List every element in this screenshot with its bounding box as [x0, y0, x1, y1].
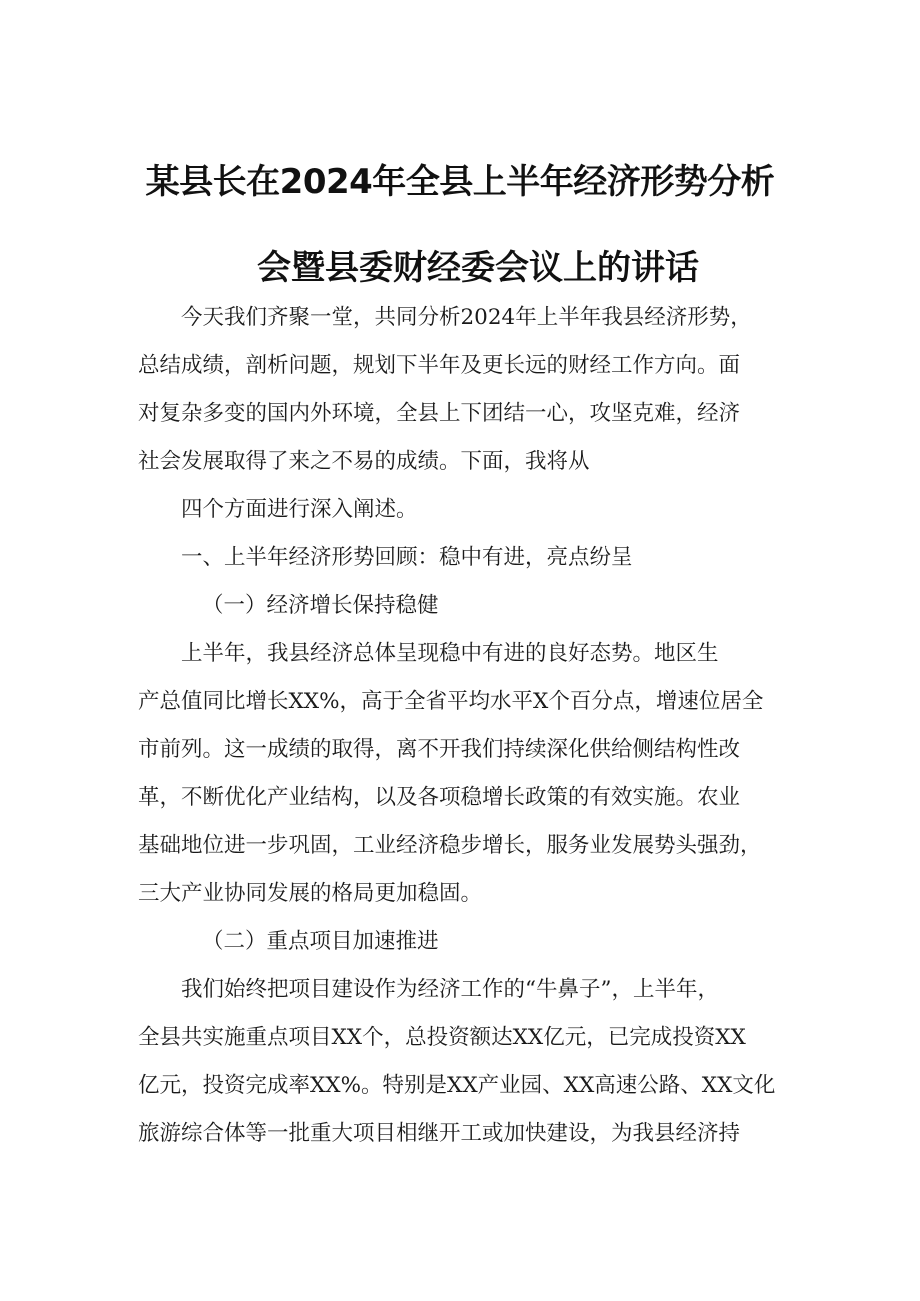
document-title-line-2: 会暨县委财经委会议上的讲话: [257, 248, 699, 288]
text-line: 全县共实施重点项目XX个，总投资额达XX亿元，已完成投资XX: [138, 1025, 746, 1050]
text-line: 旅游综合体等一批重大项目相继开工或加快建设，为我县经济持: [138, 1121, 741, 1146]
text-line: 革，不断优化产业结构，以及各项稳增长政策的有效实施。农业: [138, 785, 741, 810]
text-line: 我们始终把项目建设作为经济工作的“牛鼻子”，上半年，: [181, 977, 719, 1002]
text-line: 社会发展取得了来之不易的成绩。下面，我将从: [138, 449, 590, 474]
text-line: 上半年，我县经济总体呈现稳中有进的良好态势。地区生: [181, 641, 719, 666]
text-line: 今天我们齐聚一堂，共同分析2024年上半年我县经济形势，: [181, 305, 752, 330]
subsection-2-paragraph: [138, 966, 788, 1158]
text-line: 基础地位进一步巩固，工业经济稳步增长，服务业发展势头强劲，: [138, 833, 762, 858]
intro-tail: 四个方面进行深入阐述。: [181, 497, 418, 522]
section-heading-1: 一、上半年经济形势回顾：稳中有进，亮点纷呈: [181, 545, 633, 570]
subsection-heading-1: （一）经济增长保持稳健: [202, 593, 439, 618]
text-line: 三大产业协同发展的格局更加稳固。: [138, 881, 483, 906]
document-title-line-1: 某县长在2024年全县上半年经济形势分析: [145, 162, 775, 202]
text-line: 总结成绩，剖析问题，规划下半年及更长远的财经工作方向。面: [138, 353, 741, 378]
text-line: 亿元，投资完成率XX%。特别是XX产业园、XX高速公路、XX文化: [138, 1073, 776, 1098]
text-line: 产总值同比增长XX%，高于全省平均水平X个百分点，增速位居全: [138, 689, 764, 714]
subsection-heading-2: （二）重点项目加速推进: [202, 929, 439, 954]
subsection-1-paragraph: [138, 630, 788, 918]
text-line: 市前列。这一成绩的取得，离不开我们持续深化供给侧结构性改: [138, 737, 741, 762]
intro-paragraph: [138, 294, 788, 486]
document-body: [138, 294, 788, 1158]
text-line: 对复杂多变的国内外环境，全县上下团结一心，攻坚克难，经济: [138, 401, 741, 426]
